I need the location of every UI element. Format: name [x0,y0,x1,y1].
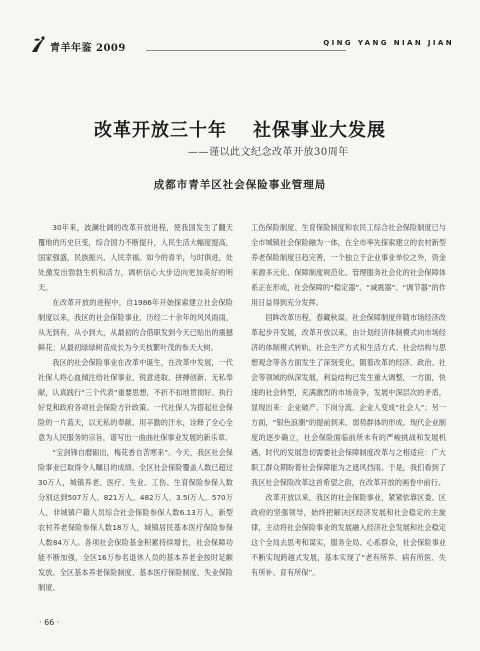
right-column [251,220,446,580]
paragraph: 在改革开放的进程中，自1986年开始探索建立社会保险制度以来，我区的社会保险事业，历经二十余年的风风雨雨，从无到有，从小到大，从最初的合借职发到今天已贴出的震撼鲜花；从最初绿绿树苗成长为今天枝繁叶茂的参天大树。 [38,298,233,352]
article-title [0,116,480,142]
paragraph: 工伤保险制度、生育保险制度和农民工综合社会保险制度已与全市城镇社会保险融为一体，在全市率先探索建立的农村新型养老保险制度日趋完善，一个独立于企业事业单位之外，资金来源多元化、保障制度规范化、管理服务社会化的社会保障体系正在形成，社会保障的“稳定器”、“减震器”、“调节器”的作用日益得到充分发挥。 [251,223,446,307]
page-number: · 66 · [39,618,60,627]
article-title-part2: 社保事业大发展 [253,120,386,141]
article-subtitle: ——谨以此文纪念改革开放30周年 [188,147,349,158]
header-divider [146,50,346,51]
paragraph: 回眸改革历程，春藏秋谋。社会保障制度伴随市场经济改革起步开发展，改革开放以来，由计划经济体制模式向市场经济的体制模式转轨，社会生产方式和生活方式、社会结构与思想观念等各方面发生了深刻变化，随着改革的经济、政治、社会等领域的纵深发展，利益结构已发生重大调整，一方面，快速的社会转型，充满激烈的市场竞争，发展中深层次的矛盾，显现出来：企业破产、下岗分流、企业人变成“社会人”；另一方面，“银色浪潮”的提前到来、弱势群体的形成、现代企业制度的逐步确立，社会保险面临前所未有的严峻挑战和发展机遇，时代的发展急切需要社会保障制度改革与之相适应：广大职工群众期盼着社会保障能为之遮风挡雨。于是，我们看到了我区社会保险改革这首希望之韵，在改革开放的画卷中前行。 [251,313,446,487]
yearbook-logo-icon [30,34,48,54]
yearbook-title: 青羊年鉴 2009 [50,43,126,54]
running-header [30,34,454,56]
paragraph: 我区的社会保险事业在改革中诞生，在改革中发展，一代社保人将心血倾注给社保事业，锐意进取、拼搏创新、无私奉献，认真践行“三个代表”重要思想，不折不扣地贯彻好、执行好党和政府各项社会保险方针政策。一代社保人为搭起社会保险的一片蓝天，以无私的奉献、用辛勤的汗水，诠释了全心全意为人民服务的宗旨，谱写出一曲曲社保事业发展的新乐章。 [38,358,233,442]
article-author: 成都市青羊区社会保险事业管理局 [153,179,327,191]
left-column [38,220,233,595]
paragraph: 30年来，波澜壮阔的改革开放进程，使我国发生了翻天覆地的历史巨变，综合国力不断提升，人民生活大幅度提高，国家强盛，民族振兴、人民幸福。如今的青羊，与时俱进，处处激发出勃勃生机和活力，调析信心大步迈向更加美好的明天。 [38,223,233,292]
article-title-part1: 改革开放三十年 [94,120,227,141]
yearbook-pinyin: QING YANG NIAN JIAN [323,39,454,47]
paragraph: 改革开放以来，我区的社会保险事业，紧紧依靠区委、区政府的坚强领导，始终把解决区经济发展和社会稳定的主旋律，主动将社会保险事业的发展融入经济社会发展和社会稳定这个全局去思考和谋实，服务全局、心系群众，社会保险事业不断实现跨越式发展，基本实现了“老有所养、病有所医、失有所补、育有所保”。 [251,493,446,577]
paragraph: “宝剑锋自磨砺出，梅花香自苦寒来”。今天，我区社会保险事业已取得令人瞩目的成绩。全区社会保险覆盖人数已超过30万人，城镇养老、医疗、失业、工伤、生育保险参保人数分别达到507万人、821万人、482万人、3.5l万人、570万人，非城镇户籍人员综合社会保险参保人数6.13万人，新型农村养老保险参保人数18万人，城镇居民基本医疗保险参保人数84万人。各项社会保险基金积累持续增长，社会保障功能不断加强，全区16万参名退休人员的基本养老金按时足额发放。全区基本养老保险制度、基本医疗保险制度、失业保险制度、 [38,448,233,592]
